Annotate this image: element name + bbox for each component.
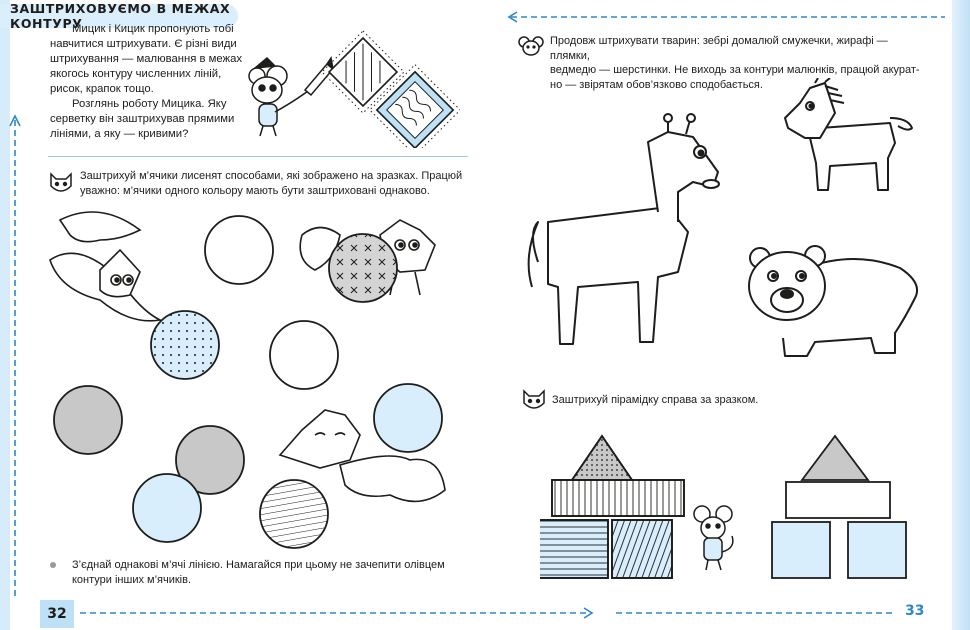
page-number-left: 32 — [40, 600, 74, 628]
intro-line: штрихування — малювання в межах — [50, 53, 243, 65]
task-connect-text — [72, 558, 477, 587]
bear-illustration — [745, 238, 925, 363]
intro-line: серветку він заштрихував прямими — [50, 113, 235, 125]
intro-line: навчитися штрихувати. Є різні види — [50, 38, 237, 50]
balls-field — [40, 200, 480, 560]
mouse-icon — [518, 34, 544, 58]
task-balls-text — [80, 169, 475, 198]
ball-white — [270, 321, 338, 389]
cat-icon — [48, 170, 74, 194]
task-line: ведмедю — шерстинки. Не виходь за контури малюнків, працюй акурат- — [550, 64, 920, 76]
section-divider — [48, 156, 468, 157]
task-line: Заштрихуй м’ячики лисенят способами, які зображено на зразках. Працюй — [80, 170, 463, 182]
zebra-illustration — [780, 78, 920, 198]
bullet-dot — [50, 562, 56, 568]
fox-illustration — [50, 212, 160, 321]
intro-paragraph — [50, 22, 242, 142]
ball-hatch-pattern — [260, 480, 328, 548]
cat-icon — [521, 387, 547, 411]
ball-dot-pattern — [151, 311, 219, 379]
bottom-dashed-guides — [0, 600, 970, 630]
intro-line: Розглянь роботу Мицика. Яку — [72, 98, 227, 110]
task-pyramid-text: Заштрихуй пірамідку справа за зразком. — [552, 394, 759, 406]
task-line: З’єднай однакові м’ячі лінією. Намагайся при цьому не зачепити олівцем — [72, 559, 445, 571]
mouse-with-pencil — [249, 58, 333, 136]
intro-line: лініями, а яку — кривими? — [50, 128, 189, 140]
task-line: уважно: м’ячики одного кольору мають бути заштриховані однаково. — [80, 184, 430, 197]
mouse-illustration — [694, 506, 733, 570]
empty-pyramid — [772, 436, 906, 578]
intro-line: рисок, крапок тощо. — [50, 83, 154, 95]
top-dashed-guide — [505, 10, 950, 24]
ball-blue — [374, 384, 442, 452]
right-page-edge — [952, 0, 970, 630]
giraffe-illustration — [518, 112, 738, 357]
sample-pyramid — [540, 436, 684, 578]
ball-cross-pattern — [329, 234, 397, 302]
section-title: ЗАШТРИХОВУЄМО В МЕЖАХ КОНТУРУ — [10, 1, 231, 31]
ball-gray — [54, 386, 122, 454]
intro-line: якогось контуру численних ліній, — [50, 68, 222, 80]
task-line: но — звірятам обов’язково сподобається. — [550, 78, 763, 91]
task-line: Продовж штрихувати тварин: зебрі домалюй смужечки, жирафі — плямки, — [550, 35, 888, 62]
page-number-right: 33 — [905, 603, 925, 619]
ball-white — [205, 216, 273, 284]
pyramids-illustration — [540, 428, 920, 583]
left-dashed-guide — [8, 110, 22, 610]
napkins-illustration — [245, 28, 460, 148]
task-line: контури інших м’ячиків. — [72, 573, 192, 586]
intro-line: Мицик і Кицик пропонують тобі — [72, 23, 234, 35]
ball-blue — [133, 474, 201, 542]
